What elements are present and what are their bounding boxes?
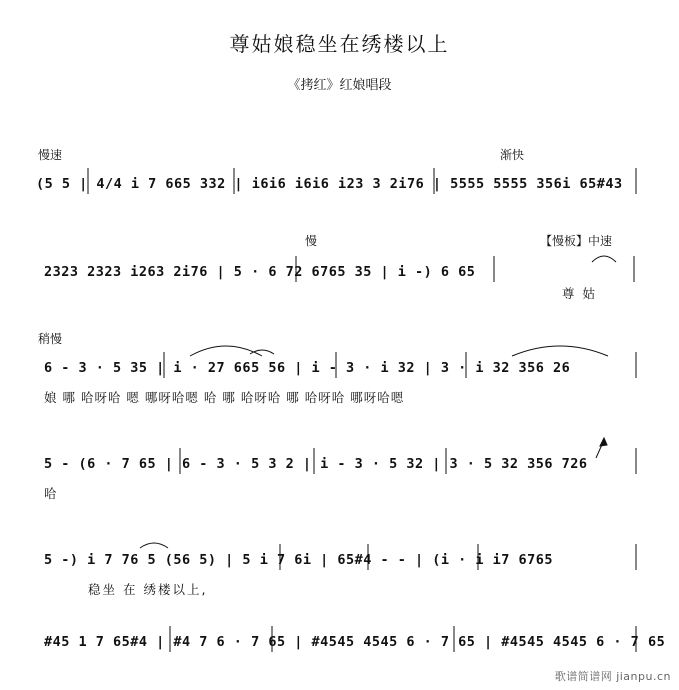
notation-line-4: 5 - (6 · 7 65 | 6 - 3 · 5 3 2 | i - 3 · 5 32 | 3 · 5 32 356 726 [44,456,588,472]
tempo-mark-row1-left: 慢速 [38,148,63,162]
notation-line-6: #45 1 7 65#4 | #4 7 6 · 7 65 | #4545 4545 6 · 7 65 | #4545 4545 6 · 7 65 [44,634,666,650]
notation-line-3: 6 - 3 · 5 35 | i · 27 665 56 | i - 3 · i 32 | 3 · i 32 356 26 [44,360,571,376]
notation-line-1: (5 5 | 4/4 i 7 665 332 | i6i6 i6i6 i23 3 2i76 | 5555 5555 356i 65#43 [36,176,623,192]
watermark-text: 歌谱简谱网 jianpu.cn [554,670,671,683]
tempo-mark-row1-right: 渐快 [500,148,525,162]
page-subtitle: 《拷红》红娘唱段 [287,78,392,93]
lyric-line-2: 尊 姑 [562,286,597,301]
tempo-mark-row2-right: 【慢板】中速 [540,234,613,248]
lyric-line-4: 哈 [44,486,59,501]
lyric-line-3: 娘 哪 哈呀哈 嗯 哪呀哈嗯 哈 哪 哈呀哈 哪 哈呀哈 哪呀哈嗯 [44,390,405,405]
tempo-mark-row3-left: 稍慢 [38,332,63,346]
notation-line-2: 2323 2323 i263 2i76 | 5 · 6 72 6765 35 | i -) 6 65 [44,264,476,280]
page-title: 尊姑娘稳坐在绣楼以上 [229,32,450,56]
tempo-mark-row2-mid: 慢 [305,234,318,248]
notation-line-5: 5 -) i 7 76 5 (56 5) | 5 i 7 6i | 65#4 - - | (i · i i7 6765 [44,552,554,568]
lyric-line-5: 稳坐 在 绣楼以上, [88,582,208,597]
